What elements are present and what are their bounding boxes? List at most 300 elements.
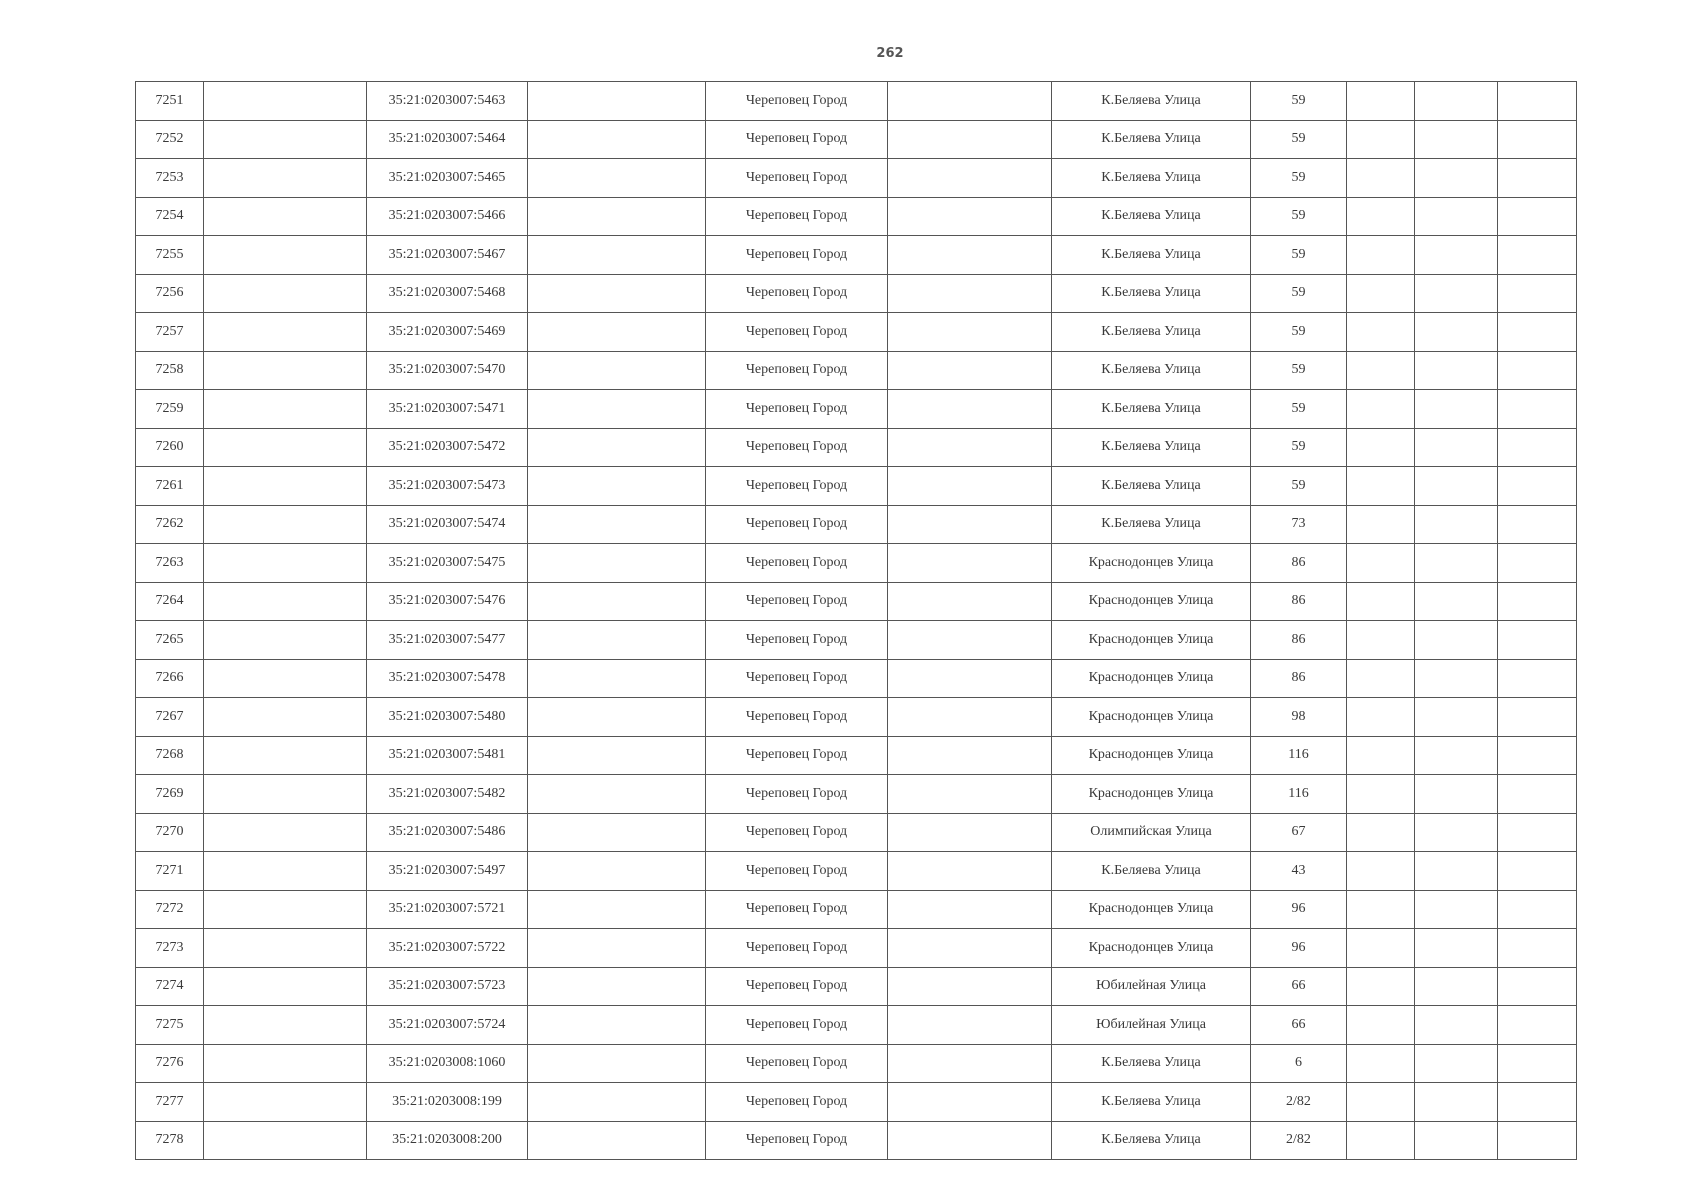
cell-locality: Череповец Город — [706, 813, 888, 852]
cell-row-number: 7271 — [136, 852, 204, 891]
table-row — [136, 1083, 1577, 1122]
cell-street: К.Беляева Улица — [1052, 82, 1251, 121]
cell-empty — [1347, 582, 1415, 621]
table-row — [136, 274, 1577, 313]
cell-empty — [204, 1044, 367, 1083]
cell-street: К.Беляева Улица — [1052, 274, 1251, 313]
cell-house-number: 59 — [1251, 390, 1347, 429]
cell-street: К.Беляева Улица — [1052, 1044, 1251, 1083]
cell-empty — [528, 736, 706, 775]
cell-empty — [1415, 428, 1498, 467]
cell-house-number: 96 — [1251, 929, 1347, 968]
cell-cadastral-number: 35:21:0203007:5469 — [367, 313, 528, 352]
cell-empty — [528, 775, 706, 814]
table-row — [136, 659, 1577, 698]
cell-empty — [1347, 775, 1415, 814]
cell-empty — [1498, 274, 1577, 313]
cell-street: Краснодонцев Улица — [1052, 890, 1251, 929]
table-row — [136, 621, 1577, 660]
cell-empty — [204, 1083, 367, 1122]
cell-street: Краснодонцев Улица — [1052, 736, 1251, 775]
cell-locality: Череповец Город — [706, 505, 888, 544]
cell-row-number: 7265 — [136, 621, 204, 660]
cell-empty — [204, 120, 367, 159]
table-row — [136, 313, 1577, 352]
cell-street: К.Беляева Улица — [1052, 313, 1251, 352]
cell-empty — [1415, 82, 1498, 121]
cell-empty — [1415, 659, 1498, 698]
cell-empty — [528, 1006, 706, 1045]
cell-empty — [1415, 852, 1498, 891]
cell-empty — [1415, 274, 1498, 313]
cell-empty — [528, 1121, 706, 1160]
cell-row-number: 7275 — [136, 1006, 204, 1045]
cell-empty — [1498, 313, 1577, 352]
cell-cadastral-number: 35:21:0203007:5464 — [367, 120, 528, 159]
cell-empty — [204, 544, 367, 583]
cell-empty — [528, 274, 706, 313]
cell-row-number: 7273 — [136, 929, 204, 968]
cell-cadastral-number: 35:21:0203007:5472 — [367, 428, 528, 467]
cell-empty — [888, 159, 1052, 198]
cell-empty — [1347, 351, 1415, 390]
cell-locality: Череповец Город — [706, 736, 888, 775]
cell-cadastral-number: 35:21:0203007:5481 — [367, 736, 528, 775]
page-number: 262 — [876, 46, 904, 61]
cell-row-number: 7254 — [136, 197, 204, 236]
cell-empty — [888, 467, 1052, 506]
cell-house-number: 6 — [1251, 1044, 1347, 1083]
cell-empty — [1415, 159, 1498, 198]
cell-cadastral-number: 35:21:0203007:5476 — [367, 582, 528, 621]
table-row — [136, 929, 1577, 968]
cell-locality: Череповец Город — [706, 621, 888, 660]
cell-row-number: 7266 — [136, 659, 204, 698]
cell-empty — [1347, 852, 1415, 891]
cell-street: К.Беляева Улица — [1052, 351, 1251, 390]
cell-cadastral-number: 35:21:0203007:5721 — [367, 890, 528, 929]
cell-empty — [1347, 813, 1415, 852]
cell-empty — [1498, 1044, 1577, 1083]
cell-empty — [1347, 736, 1415, 775]
cell-street: Краснодонцев Улица — [1052, 929, 1251, 968]
cell-empty — [1415, 890, 1498, 929]
cell-row-number: 7261 — [136, 467, 204, 506]
table-row — [136, 120, 1577, 159]
table-row — [136, 544, 1577, 583]
table-row — [136, 236, 1577, 275]
cell-row-number: 7267 — [136, 698, 204, 737]
cell-empty — [1415, 1121, 1498, 1160]
cell-cadastral-number: 35:21:0203007:5470 — [367, 351, 528, 390]
cell-empty — [888, 736, 1052, 775]
cell-empty — [1415, 1083, 1498, 1122]
cell-empty — [1498, 775, 1577, 814]
cell-row-number: 7258 — [136, 351, 204, 390]
cell-house-number: 67 — [1251, 813, 1347, 852]
cell-row-number: 7257 — [136, 313, 204, 352]
cell-house-number: 66 — [1251, 1006, 1347, 1045]
cell-empty — [1415, 467, 1498, 506]
cell-locality: Череповец Город — [706, 197, 888, 236]
cell-locality: Череповец Город — [706, 236, 888, 275]
cell-empty — [1347, 197, 1415, 236]
cell-empty — [1498, 621, 1577, 660]
cell-empty — [1498, 890, 1577, 929]
cell-cadastral-number: 35:21:0203007:5480 — [367, 698, 528, 737]
table-row — [136, 775, 1577, 814]
table-row — [136, 736, 1577, 775]
table-row — [136, 390, 1577, 429]
cell-empty — [204, 197, 367, 236]
cell-house-number: 2/82 — [1251, 1083, 1347, 1122]
cell-empty — [528, 659, 706, 698]
cell-empty — [204, 582, 367, 621]
table-row — [136, 467, 1577, 506]
cell-empty — [1415, 236, 1498, 275]
table-row — [136, 1121, 1577, 1160]
cell-empty — [204, 775, 367, 814]
cell-house-number: 116 — [1251, 775, 1347, 814]
cell-empty — [204, 736, 367, 775]
table-row — [136, 852, 1577, 891]
cell-cadastral-number: 35:21:0203007:5468 — [367, 274, 528, 313]
cell-house-number: 59 — [1251, 467, 1347, 506]
cell-cadastral-number: 35:21:0203007:5724 — [367, 1006, 528, 1045]
cell-street: К.Беляева Улица — [1052, 428, 1251, 467]
cell-house-number: 2/82 — [1251, 1121, 1347, 1160]
cell-locality: Череповец Город — [706, 1044, 888, 1083]
cell-house-number: 116 — [1251, 736, 1347, 775]
cell-row-number: 7252 — [136, 120, 204, 159]
cell-street: Краснодонцев Улица — [1052, 659, 1251, 698]
cell-locality: Череповец Город — [706, 582, 888, 621]
cell-empty — [528, 544, 706, 583]
cell-street: К.Беляева Улица — [1052, 1121, 1251, 1160]
cell-empty — [888, 852, 1052, 891]
cell-locality: Череповец Город — [706, 390, 888, 429]
cell-house-number: 86 — [1251, 621, 1347, 660]
cell-empty — [1498, 82, 1577, 121]
cell-row-number: 7270 — [136, 813, 204, 852]
cell-row-number: 7278 — [136, 1121, 204, 1160]
cell-cadastral-number: 35:21:0203007:5463 — [367, 82, 528, 121]
cell-empty — [888, 929, 1052, 968]
cell-locality: Череповец Город — [706, 967, 888, 1006]
cell-row-number: 7276 — [136, 1044, 204, 1083]
cell-empty — [1498, 159, 1577, 198]
cell-locality: Череповец Город — [706, 1083, 888, 1122]
cell-empty — [1498, 852, 1577, 891]
cell-empty — [204, 1121, 367, 1160]
cell-empty — [204, 967, 367, 1006]
cell-house-number: 59 — [1251, 197, 1347, 236]
cell-empty — [1347, 428, 1415, 467]
registry-table — [135, 81, 1577, 1160]
cell-locality: Череповец Город — [706, 852, 888, 891]
cell-empty — [204, 929, 367, 968]
cell-empty — [1498, 351, 1577, 390]
cell-empty — [528, 582, 706, 621]
cell-empty — [528, 236, 706, 275]
cell-empty — [1347, 236, 1415, 275]
cell-empty — [888, 351, 1052, 390]
cell-street: К.Беляева Улица — [1052, 159, 1251, 198]
table-row — [136, 1044, 1577, 1083]
cell-empty — [1415, 544, 1498, 583]
table-row — [136, 1006, 1577, 1045]
cell-empty — [204, 621, 367, 660]
cell-street: Юбилейная Улица — [1052, 967, 1251, 1006]
cell-empty — [528, 967, 706, 1006]
cell-cadastral-number: 35:21:0203007:5475 — [367, 544, 528, 583]
cell-empty — [1498, 236, 1577, 275]
cell-row-number: 7251 — [136, 82, 204, 121]
cell-empty — [1415, 698, 1498, 737]
cell-locality: Череповец Город — [706, 82, 888, 121]
cell-empty — [888, 1044, 1052, 1083]
cell-row-number: 7272 — [136, 890, 204, 929]
cell-locality: Череповец Город — [706, 1121, 888, 1160]
cell-empty — [888, 505, 1052, 544]
cell-house-number: 86 — [1251, 659, 1347, 698]
cell-empty — [528, 890, 706, 929]
cell-row-number: 7268 — [136, 736, 204, 775]
cell-empty — [204, 236, 367, 275]
cell-house-number: 86 — [1251, 582, 1347, 621]
cell-empty — [1347, 120, 1415, 159]
cell-house-number: 96 — [1251, 890, 1347, 929]
cell-empty — [888, 1006, 1052, 1045]
cell-empty — [528, 813, 706, 852]
cell-empty — [204, 428, 367, 467]
cell-empty — [1498, 467, 1577, 506]
cell-empty — [1415, 390, 1498, 429]
cell-cadastral-number: 35:21:0203007:5486 — [367, 813, 528, 852]
cell-empty — [204, 82, 367, 121]
cell-empty — [528, 467, 706, 506]
cell-locality: Череповец Город — [706, 159, 888, 198]
cell-empty — [888, 390, 1052, 429]
cell-row-number: 7262 — [136, 505, 204, 544]
cell-empty — [888, 621, 1052, 660]
cell-empty — [204, 313, 367, 352]
cell-empty — [1498, 544, 1577, 583]
cell-empty — [1347, 159, 1415, 198]
cell-empty — [204, 698, 367, 737]
cell-cadastral-number: 35:21:0203007:5467 — [367, 236, 528, 275]
cell-empty — [204, 274, 367, 313]
cell-empty — [888, 274, 1052, 313]
cell-cadastral-number: 35:21:0203007:5465 — [367, 159, 528, 198]
table-row — [136, 159, 1577, 198]
table-row — [136, 967, 1577, 1006]
cell-empty — [528, 428, 706, 467]
cell-empty — [888, 82, 1052, 121]
cell-empty — [204, 467, 367, 506]
cell-empty — [1347, 390, 1415, 429]
cell-empty — [1347, 467, 1415, 506]
cell-row-number: 7269 — [136, 775, 204, 814]
cell-house-number: 59 — [1251, 351, 1347, 390]
cell-street: К.Беляева Улица — [1052, 390, 1251, 429]
cell-empty — [888, 120, 1052, 159]
cell-empty — [1415, 1044, 1498, 1083]
cell-empty — [204, 505, 367, 544]
cell-empty — [1347, 1121, 1415, 1160]
cell-empty — [888, 1083, 1052, 1122]
cell-house-number: 59 — [1251, 159, 1347, 198]
cell-cadastral-number: 35:21:0203007:5722 — [367, 929, 528, 968]
cell-house-number: 59 — [1251, 428, 1347, 467]
cell-row-number: 7274 — [136, 967, 204, 1006]
cell-cadastral-number: 35:21:0203007:5497 — [367, 852, 528, 891]
cell-empty — [528, 197, 706, 236]
cell-locality: Череповец Город — [706, 659, 888, 698]
cell-empty — [204, 890, 367, 929]
cell-empty — [204, 659, 367, 698]
cell-locality: Череповец Город — [706, 890, 888, 929]
cell-house-number: 59 — [1251, 274, 1347, 313]
cell-street: Краснодонцев Улица — [1052, 544, 1251, 583]
cell-empty — [888, 544, 1052, 583]
cell-street: Олимпийская Улица — [1052, 813, 1251, 852]
table-row — [136, 813, 1577, 852]
cell-empty — [1415, 621, 1498, 660]
cell-empty — [1415, 813, 1498, 852]
cell-empty — [1415, 313, 1498, 352]
cell-empty — [204, 1006, 367, 1045]
cell-cadastral-number: 35:21:0203007:5471 — [367, 390, 528, 429]
cell-empty — [204, 159, 367, 198]
cell-street: Краснодонцев Улица — [1052, 775, 1251, 814]
cell-empty — [888, 582, 1052, 621]
cell-empty — [1498, 813, 1577, 852]
cell-street: К.Беляева Улица — [1052, 197, 1251, 236]
cell-locality: Череповец Город — [706, 544, 888, 583]
cell-empty — [1347, 659, 1415, 698]
cell-empty — [528, 120, 706, 159]
cell-empty — [528, 852, 706, 891]
cell-cadastral-number: 35:21:0203008:1060 — [367, 1044, 528, 1083]
cell-empty — [1347, 929, 1415, 968]
cell-empty — [1347, 967, 1415, 1006]
cell-locality: Череповец Город — [706, 929, 888, 968]
cell-empty — [888, 775, 1052, 814]
cell-empty — [1498, 505, 1577, 544]
cell-empty — [1347, 1044, 1415, 1083]
cell-empty — [888, 698, 1052, 737]
table-body — [136, 82, 1577, 1160]
cell-cadastral-number: 35:21:0203007:5474 — [367, 505, 528, 544]
cell-empty — [1415, 929, 1498, 968]
cell-street: К.Беляева Улица — [1052, 236, 1251, 275]
cell-locality: Череповец Город — [706, 775, 888, 814]
cell-locality: Череповец Город — [706, 428, 888, 467]
cell-locality: Череповец Город — [706, 467, 888, 506]
cell-house-number: 66 — [1251, 967, 1347, 1006]
cell-empty — [1498, 698, 1577, 737]
cell-empty — [1347, 1083, 1415, 1122]
cell-row-number: 7256 — [136, 274, 204, 313]
cell-empty — [1498, 1121, 1577, 1160]
table-row — [136, 582, 1577, 621]
cell-empty — [204, 351, 367, 390]
cell-empty — [1498, 390, 1577, 429]
cell-empty — [528, 505, 706, 544]
cell-empty — [1498, 120, 1577, 159]
cell-empty — [204, 813, 367, 852]
table-row — [136, 428, 1577, 467]
cell-empty — [1347, 544, 1415, 583]
cell-empty — [528, 1044, 706, 1083]
cell-empty — [1347, 313, 1415, 352]
cell-empty — [888, 1121, 1052, 1160]
cell-empty — [888, 313, 1052, 352]
cell-empty — [528, 621, 706, 660]
cell-street: Юбилейная Улица — [1052, 1006, 1251, 1045]
cell-row-number: 7260 — [136, 428, 204, 467]
cell-row-number: 7255 — [136, 236, 204, 275]
cell-house-number: 59 — [1251, 236, 1347, 275]
cell-street: Краснодонцев Улица — [1052, 621, 1251, 660]
cell-empty — [1347, 82, 1415, 121]
table-row — [136, 890, 1577, 929]
cell-empty — [1347, 1006, 1415, 1045]
cell-house-number: 43 — [1251, 852, 1347, 891]
cell-house-number: 98 — [1251, 698, 1347, 737]
cell-empty — [204, 390, 367, 429]
cell-locality: Череповец Город — [706, 120, 888, 159]
cell-row-number: 7264 — [136, 582, 204, 621]
cell-empty — [1347, 698, 1415, 737]
cell-empty — [888, 197, 1052, 236]
cell-row-number: 7259 — [136, 390, 204, 429]
cell-empty — [528, 351, 706, 390]
cell-house-number: 59 — [1251, 82, 1347, 121]
cell-empty — [888, 967, 1052, 1006]
cell-empty — [528, 159, 706, 198]
cell-cadastral-number: 35:21:0203007:5478 — [367, 659, 528, 698]
cell-locality: Череповец Город — [706, 1006, 888, 1045]
cell-empty — [1415, 120, 1498, 159]
cell-house-number: 73 — [1251, 505, 1347, 544]
cell-empty — [1498, 929, 1577, 968]
cell-street: К.Беляева Улица — [1052, 505, 1251, 544]
cell-empty — [1415, 967, 1498, 1006]
cell-empty — [1415, 1006, 1498, 1045]
cell-empty — [1347, 621, 1415, 660]
cell-empty — [528, 390, 706, 429]
cell-cadastral-number: 35:21:0203008:200 — [367, 1121, 528, 1160]
table-row — [136, 698, 1577, 737]
cell-empty — [1498, 582, 1577, 621]
cell-empty — [1347, 890, 1415, 929]
cell-street: К.Беляева Улица — [1052, 852, 1251, 891]
cell-empty — [1347, 505, 1415, 544]
cell-street: К.Беляева Улица — [1052, 120, 1251, 159]
cell-empty — [888, 813, 1052, 852]
table-row — [136, 82, 1577, 121]
cell-empty — [1415, 505, 1498, 544]
cell-row-number: 7263 — [136, 544, 204, 583]
cell-empty — [1415, 775, 1498, 814]
table-row — [136, 351, 1577, 390]
cell-street: К.Беляева Улица — [1052, 1083, 1251, 1122]
table-row — [136, 197, 1577, 236]
cell-cadastral-number: 35:21:0203008:199 — [367, 1083, 528, 1122]
cell-row-number: 7253 — [136, 159, 204, 198]
